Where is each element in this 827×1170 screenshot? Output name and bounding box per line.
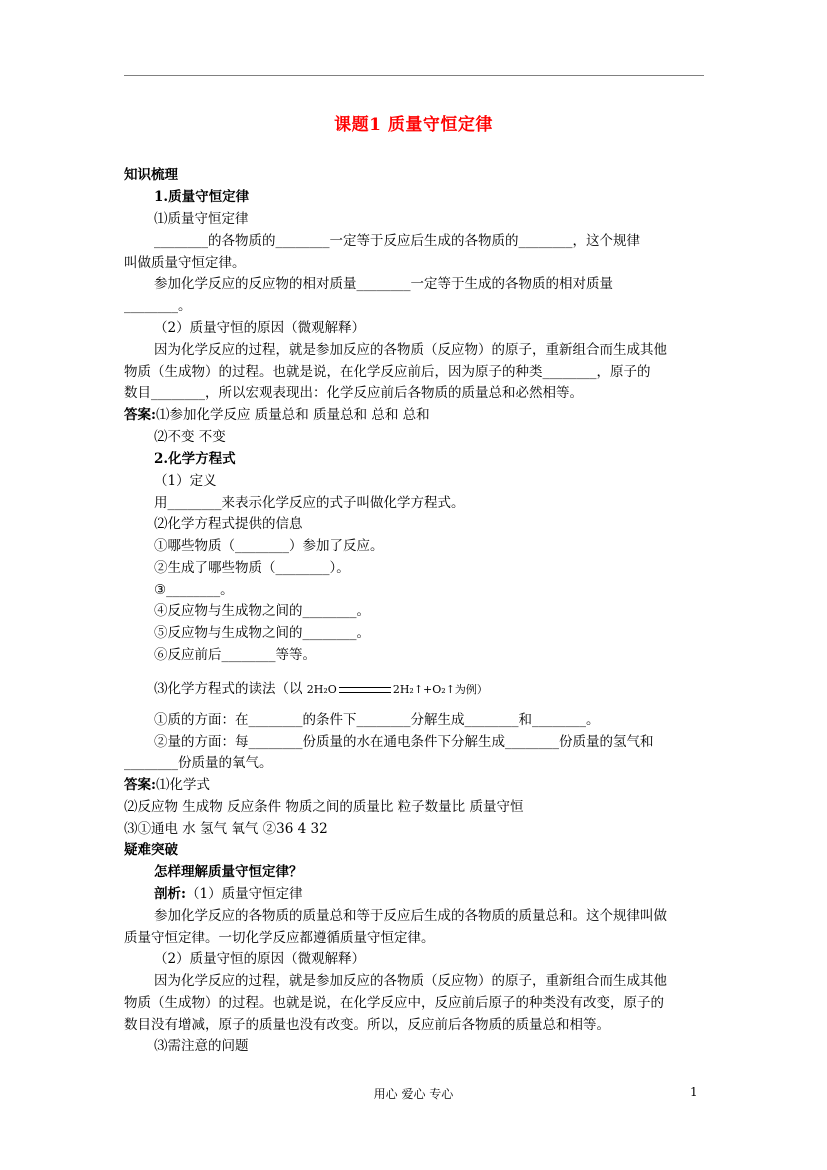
text-line: （2）质量守恒的原因（微观解释） [154, 320, 366, 336]
subsection-heading: 2.化学方程式 [154, 451, 236, 467]
text-line: ________的各物质的________一定等于反应后生成的各物质的________，这个规律 [154, 233, 640, 249]
header-rule [124, 75, 704, 76]
subsection-heading: 1.质量守恒定律 [154, 189, 250, 205]
equals-arrow-icon [339, 687, 391, 693]
equation-products: 2H₂↑+O₂↑为例） [392, 683, 488, 696]
answer-line [124, 776, 210, 794]
text-line: ②量的方面：每________份质量的水在通电条件下分解生成________份质量的氢气和 [154, 734, 654, 750]
text-line: ①哪些物质（________）参加了反应。 [154, 538, 384, 554]
text-line: ①质的方面：在________的条件下________分解生成________和________。 [154, 712, 600, 728]
analysis-text: （1）质量守恒定律 [185, 886, 303, 902]
text-line: 参加化学反应的反应物的相对质量________一定等于生成的各物质的相对质量 [154, 276, 613, 292]
text-line: ________份质量的氧气。 [124, 755, 273, 771]
analysis-label: 剖析: [154, 886, 186, 902]
text-line: 用________来表示化学反应的式子叫做化学方程式。 [154, 495, 465, 511]
page-title: 课题1 质量守恒定律 [334, 115, 493, 135]
section-heading: 知识梳理 [124, 167, 178, 183]
text-line: ④反应物与生成物之间的________。 [154, 603, 370, 619]
text-line: 叫做质量守恒定律。 [124, 255, 246, 271]
text-line: ⑶需注意的问题 [154, 1038, 249, 1054]
text-line: 物质（生成物）的过程。也就是说，在化学反应前后，因为原子的种类________，原子的 [124, 364, 651, 380]
text-line: ⑵化学方程式提供的信息 [154, 516, 303, 532]
text-line: ________。 [124, 298, 192, 314]
answer-line [124, 406, 430, 424]
text-line: 因为化学反应的过程，就是参加反应的各物质（反应物）的原子，重新组合而生成其他 [154, 342, 667, 358]
text-line: 质量守恒定律。一切化学反应都遵循质量守恒定律。 [124, 930, 435, 946]
analysis-line [154, 885, 303, 903]
text-line: 因为化学反应的过程，就是参加反应的各物质（反应物）的原子，重新组合而生成其他 [154, 973, 667, 989]
text-line: ⑥反应前后________等等。 [154, 647, 316, 663]
text-line: ⑵不变 不变 [154, 429, 226, 445]
text-line: ⑴质量守恒定律 [154, 211, 249, 227]
answer-text: ⑴参加化学反应 质量总和 质量总和 总和 总和 [155, 407, 430, 423]
text-line: 物质（生成物）的过程。也就是说，在化学反应中，反应前后原子的种类没有改变，原子的 [124, 995, 664, 1011]
text-line: 数目没有增减，原子的质量也没有改变。所以，反应前后各物质的质量总和相等。 [124, 1017, 610, 1033]
page-footer: 用心 爱心 专心 [373, 1087, 454, 1101]
text-line: （2）质量守恒的原因（微观解释） [154, 951, 366, 967]
answer-label: 答案: [124, 407, 156, 423]
equation-intro: ⑶化学方程式的读法（以 [154, 681, 303, 697]
question-heading: 怎样理解质量守恒定律？ [154, 864, 303, 880]
text-line: ⑵反应物 生成物 反应条件 物质之间的质量比 粒子数量比 质量守恒 [124, 799, 524, 815]
equation-line [154, 680, 488, 699]
text-line: ②生成了哪些物质（________）。 [154, 560, 350, 576]
text-line: ⑤反应物与生成物之间的________。 [154, 625, 370, 641]
text-line: ⑶①通电 水 氢气 氧气 ②36 4 32 [124, 821, 328, 837]
answer-label: 答案: [124, 777, 156, 793]
section-heading: 疑难突破 [124, 842, 178, 858]
text-line: （1）定义 [154, 473, 217, 489]
text-line: 数目________，所以宏观表现出：化学反应前后各物质的质量总和必然相等。 [124, 385, 583, 401]
equation-reactant: 2H₂O [306, 683, 337, 696]
page-number: 1 [690, 1085, 698, 1099]
text-line: ③________。 [154, 582, 234, 598]
text-line: 参加化学反应的各物质的质量总和等于反应后生成的各物质的质量总和。这个规律叫做 [154, 908, 667, 924]
answer-text: ⑴化学式 [155, 777, 210, 793]
